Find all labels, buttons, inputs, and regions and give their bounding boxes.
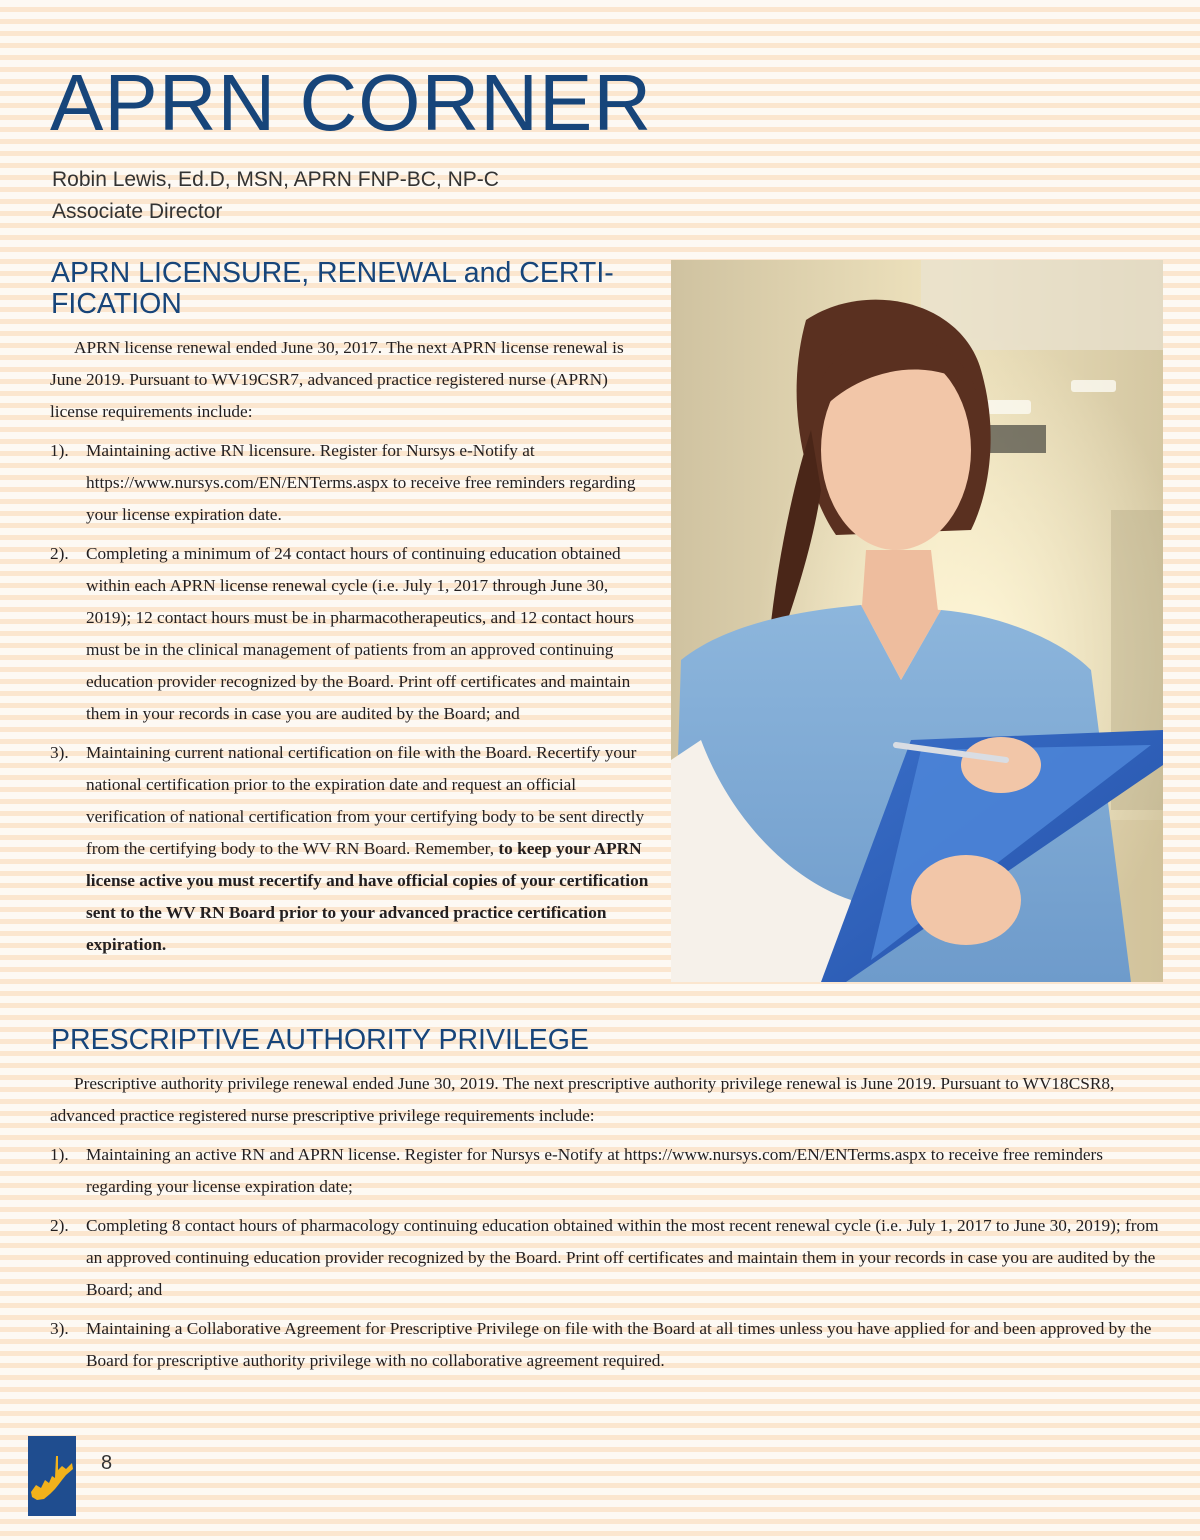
list-text: Maintaining an active RN and APRN license. Register for Nursys e-Notify at https://www.nursys.com/EN/ENTerms.aspx to receive free reminders regarding your license expiration date; xyxy=(86,1145,1104,1196)
list-text: Maintaining a Collaborative Agreement for Prescriptive Privilege on file with the Board at all times unless you have applied for and been approved by the Board for prescriptive authority privilege with no collaborative agreement required. xyxy=(86,1319,1152,1370)
page-title: APRN CORNER xyxy=(50,58,653,147)
list-number: 1). xyxy=(50,441,69,460)
list-text: Completing a minimum of 24 contact hours of continuing education obtained within each APRN license renewal cycle (i.e. July 1, 2017 through June 30, 2019); 12 contact hours must be in pharmacotherapeutics, and 12 contact hours must be in the clinical management of patients from an approved continuing education provider recognized by the Board. Print off certificates and maintain them in your records in case you are audited by the Board; and xyxy=(86,544,635,723)
west-virginia-logo xyxy=(28,1436,76,1516)
prescriptive-requirements-list xyxy=(50,1139,1165,1377)
author-block xyxy=(52,164,499,228)
nurse-photo xyxy=(671,260,1163,982)
page-footer xyxy=(28,1436,148,1526)
author-role: Associate Director xyxy=(52,200,223,223)
list-item xyxy=(50,737,655,961)
list-text-emphasis: to keep your APRN license active you must recertify and have official copies of your certification sent to the WV RN Board prior to your advanced practice certification expiration. xyxy=(86,839,649,954)
list-item xyxy=(50,435,655,531)
list-number: 3). xyxy=(50,743,69,762)
licensure-heading-line1: APRN LICENSURE, RENEWAL and CERTI- xyxy=(51,257,614,289)
list-text: Maintaining current national certification on file with the Board. Recertify your national certification prior to the expiration date and request an official verification of national certification from your certifying body to be sent directly from the certifying body to the WV RN Board. Remember, xyxy=(86,743,645,858)
list-number: 1). xyxy=(50,1145,69,1164)
list-item xyxy=(50,1313,1165,1377)
list-text: Completing 8 contact hours of pharmacology continuing education obtained within the most recent renewal cycle (i.e. July 1, 2017 to June 30, 2019); from an approved continuing education provider recognized by the Board. Print off certificates and maintain them in your records in case you are audited by the Board; and xyxy=(86,1216,1159,1299)
list-number: 2). xyxy=(50,1216,69,1235)
licensure-heading xyxy=(51,258,651,320)
list-item xyxy=(50,1139,1165,1203)
list-item xyxy=(50,1210,1165,1306)
list-text: Maintaining active RN licensure. Register for Nursys e-Notify at https://www.nursys.com/EN/ENTerms.aspx to receive free reminders regarding your license expiration date. xyxy=(86,441,636,524)
prescriptive-intro: Prescriptive authority privilege renewal ended June 30, 2019. The next prescriptive authority privilege renewal is June 2019. Pursuant to WV18CSR8, advanced practice registered nurse prescriptive privilege requirements include: xyxy=(50,1074,1115,1125)
author-name: Robin Lewis, Ed.D, MSN, APRN FNP-BC, NP-C xyxy=(52,168,499,191)
licensure-heading-line2: FICATION xyxy=(51,288,182,320)
list-number: 3). xyxy=(50,1319,69,1338)
licensure-intro: APRN license renewal ended June 30, 2017. The next APRN license renewal is June 2019. Pursuant to WV19CSR7, advanced practice registered nurse (APRN) license requirements include: xyxy=(50,338,624,421)
licensure-section xyxy=(50,332,655,961)
list-item xyxy=(50,538,655,730)
page-number: 8 xyxy=(101,1452,113,1474)
prescriptive-section xyxy=(50,1068,1165,1377)
list-number: 2). xyxy=(50,544,69,563)
licensure-requirements-list xyxy=(50,435,655,961)
prescriptive-heading: PRESCRIPTIVE AUTHORITY PRIVILEGE xyxy=(51,1024,589,1056)
